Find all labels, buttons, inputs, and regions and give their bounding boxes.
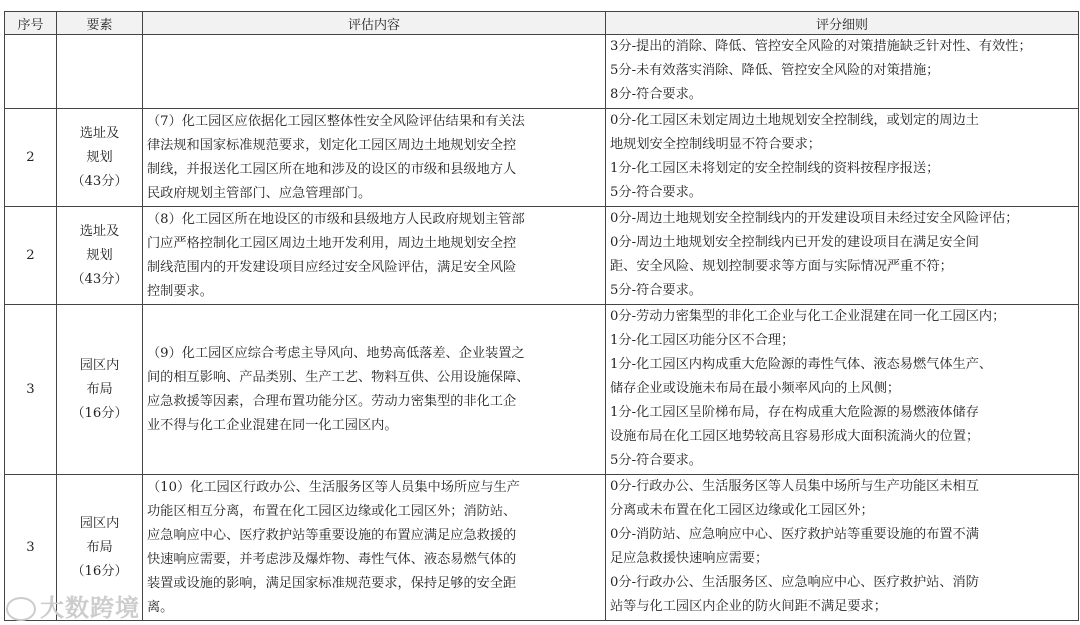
content-line: 民政府规划主管部门、应急管理部门。	[147, 185, 372, 201]
score-line: 0分-周边土地规划安全控制线内的开发建设项目未经过安全风险评估；	[610, 211, 1019, 226]
content-line: 业不得与化工企业混建在同一化工园区内。	[147, 417, 398, 433]
content-cell	[143, 207, 606, 305]
element-cell	[57, 305, 143, 475]
element-line: 规划	[86, 247, 113, 263]
evaluation-table	[4, 11, 1079, 621]
content-line: 律法规和国家标准规范要求，划定化工园区周边土地规划安全控	[147, 137, 517, 153]
content-line: 门应严格控制化工园区周边土地开发利用，周边土地规划安全控	[147, 235, 517, 251]
element-cell	[57, 207, 143, 305]
content-line: 离。	[147, 599, 174, 615]
header-score: 评分细则	[606, 12, 1079, 35]
content-line: （8）化工园区所在地设区的市级和县级地方人民政府规划主管部	[147, 211, 525, 227]
element-line: （43分）	[71, 173, 128, 189]
seq-cell: 3	[5, 475, 57, 621]
header-row	[5, 12, 1079, 35]
content-line: （10）化工园区行政办公、生活服务区等人员集中场所应与生产	[147, 479, 520, 495]
content-line: 间的相互影响、产品类别、生产工艺、物料互供、公用设施保障、	[147, 369, 530, 385]
score-cell	[606, 305, 1079, 475]
element-line: 选址及	[79, 125, 120, 141]
score-line: 足应急救援快速响应需要；	[610, 551, 769, 566]
content-cell	[143, 35, 606, 109]
watermark	[6, 588, 140, 623]
score-line: 5分-符合要求。	[610, 185, 702, 200]
content-line: 应急救援等因素，合理布置功能分区。劳动力密集型的非化工企	[147, 393, 517, 409]
score-line: 5分-符合要求。	[610, 283, 702, 298]
content-line: 装置或设施的影响，满足国家标准规范要求，保持足够的安全距	[147, 575, 517, 591]
content-line: 制线，并报送化工园区所在地和涉及的设区的市级和县级地方人	[147, 161, 517, 177]
score-line: 站等与化工园区内企业的防火间距不满足要求；	[610, 599, 887, 614]
element-line: 规划	[86, 149, 113, 165]
element-line: （16分）	[71, 405, 128, 421]
score-line: 0分-行政办公、生活服务区等人员集中场所与生产功能区未相互	[610, 479, 979, 494]
content-line: （7）化工园区应依据化工园区整体性安全风险评估结果和有关法	[147, 113, 525, 129]
score-line: 距、安全风险、规划控制要求等方面与实际情况严重不符；	[610, 259, 953, 274]
table-row	[5, 305, 1079, 475]
score-line: 8分-符合要求。	[610, 87, 702, 102]
header-seq: 序号	[5, 12, 57, 35]
table-row	[5, 35, 1079, 109]
score-line: 3分-提出的消除、降低、管控安全风险的对策措施缺乏针对性、有效性；	[610, 39, 1032, 54]
score-line: 1分-化工园区呈阶梯布局，存在构成重大危险源的易燃液体储存	[610, 405, 979, 420]
element-line: 布局	[86, 539, 113, 555]
score-cell	[606, 35, 1079, 109]
score-line: 0分-行政办公、生活服务区、应急响应中心、医疗救护站、消防	[610, 575, 979, 590]
table-row	[5, 207, 1079, 305]
score-cell	[606, 475, 1079, 621]
content-cell	[143, 109, 606, 207]
content-line: 功能区相互分离，布置在化工园区边缘或化工园区外；消防站、	[147, 503, 517, 519]
element-line: （16分）	[71, 563, 128, 579]
watermark-text: 大数跨境	[40, 594, 140, 622]
seq-cell: 2	[5, 207, 57, 305]
score-line: 分离或未布置在化工园区边缘或化工园区外；	[610, 503, 874, 518]
score-cell	[606, 109, 1079, 207]
score-line: 地规划安全控制线明显不符合要求；	[610, 137, 821, 152]
element-cell	[57, 35, 143, 109]
header-element: 要素	[57, 12, 143, 35]
score-line: 0分-周边土地规划安全控制线内已开发的建设项目在满足安全间	[610, 235, 979, 250]
score-line: 5分-未有效落实消除、降低、管控安全风险的对策措施；	[610, 63, 940, 78]
score-line: 0分-消防站、应急响应中心、医疗救护站等重要设施的布置不满	[610, 527, 979, 542]
score-line: 储存企业或设施未布局在最小频率风向的上风侧；	[610, 381, 901, 396]
element-line: 布局	[86, 381, 113, 397]
content-line: 应急响应中心、医疗救护站等重要设施的布置应满足应急救援的	[147, 527, 517, 543]
content-line: 快速响应需要，并考虑涉及爆炸物、毒性气体、液态易燃气体的	[147, 551, 517, 567]
score-line: 1分-化工园区未将划定的安全控制线的资料按程序报送；	[610, 161, 940, 176]
score-cell	[606, 207, 1079, 305]
score-line: 1分-化工园区功能分区不合理；	[610, 333, 795, 348]
seq-cell: 2	[5, 109, 57, 207]
seq-cell	[5, 35, 57, 109]
element-line: 园区内	[79, 357, 120, 373]
score-line: 5分-符合要求。	[610, 453, 702, 468]
element-cell	[57, 109, 143, 207]
score-line: 0分-化工园区未划定周边土地规划安全控制线，或划定的周边土	[610, 113, 979, 128]
content-line: 控制要求。	[147, 283, 213, 299]
seq-cell: 3	[5, 305, 57, 475]
content-cell	[143, 475, 606, 621]
watermark-logo-icon	[6, 597, 36, 621]
content-line: 制线范围内的开发建设项目应经过安全风险评估，满足安全风险	[147, 259, 517, 275]
table-row	[5, 475, 1079, 621]
score-line: 0分-劳动力密集型的非化工企业与化工企业混建在同一化工园区内；	[610, 309, 1006, 324]
element-line: 园区内	[79, 515, 120, 531]
content-cell	[143, 305, 606, 475]
header-content: 评估内容	[143, 12, 606, 35]
score-line: 设施布局在化工园区地势较高且容易形成大面积流淌火的位置；	[610, 429, 980, 444]
element-line: （43分）	[71, 271, 128, 287]
score-line: 1分-化工园区内构成重大危险源的毒性气体、液态易燃气体生产、	[610, 357, 993, 372]
table-row	[5, 109, 1079, 207]
content-line: （9）化工园区应综合考虑主导风向、地势高低落差、企业装置之	[147, 345, 525, 361]
element-line: 选址及	[79, 223, 120, 239]
